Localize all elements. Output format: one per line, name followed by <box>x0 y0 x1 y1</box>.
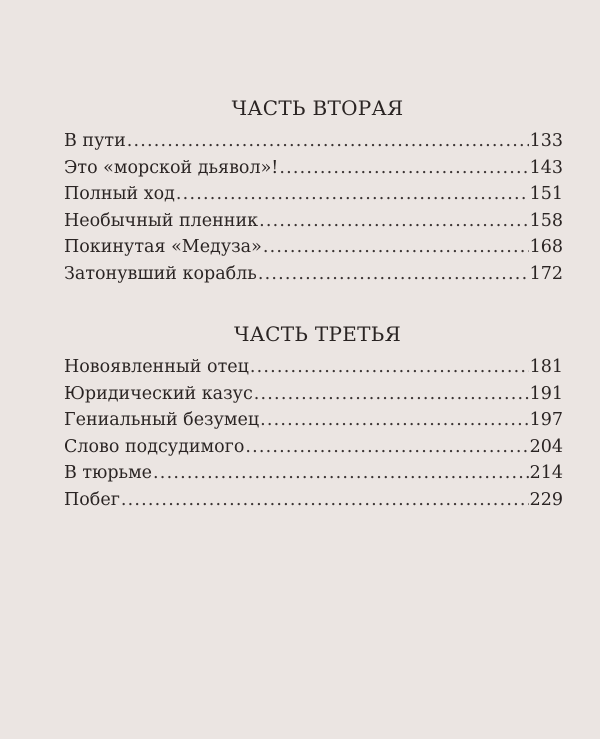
toc-entry <box>64 181 563 208</box>
page-number: 172 <box>529 263 563 284</box>
toc-entry <box>64 208 563 235</box>
dot-leader <box>121 487 529 513</box>
page-number: 204 <box>529 436 563 457</box>
entry-title: Новоявленный отец <box>64 357 249 377</box>
entry-title: Гениальный безумец <box>64 410 260 430</box>
entry-title: В пути <box>64 131 126 151</box>
dot-leader <box>245 434 528 460</box>
dot-leader <box>127 128 529 154</box>
dot-leader <box>176 181 529 207</box>
entry-title: Побег <box>64 489 120 510</box>
entry-title: Это «морской дьявол»! <box>64 157 279 178</box>
page-number: 191 <box>529 383 563 404</box>
dot-leader <box>263 234 529 260</box>
dot-leader <box>153 460 529 486</box>
entry-title: Полный ход <box>64 184 175 204</box>
dot-leader <box>259 208 529 234</box>
toc-entry <box>64 155 563 182</box>
section-title: ЧАСТЬ ТРЕТЬЯ <box>233 322 402 346</box>
page-number: 143 <box>529 157 563 178</box>
dot-leader <box>254 381 529 407</box>
page-number: 151 <box>529 184 563 204</box>
toc-entry <box>64 407 563 434</box>
page-number: 168 <box>529 237 563 257</box>
entry-title: Слово подсудимого <box>64 436 245 457</box>
toc-entry <box>64 381 563 408</box>
dot-leader <box>258 261 529 287</box>
dot-leader <box>260 407 528 433</box>
toc-entry <box>64 354 563 381</box>
entry-title: Необычный пленник <box>64 210 259 231</box>
toc-entry <box>64 487 563 514</box>
entry-title: В тюрьме <box>64 463 153 483</box>
section-title: ЧАСТЬ ВТОРАЯ <box>231 96 404 120</box>
page-number: 133 <box>529 131 563 151</box>
toc-entry <box>64 261 563 288</box>
page-number: 214 <box>529 463 563 483</box>
page-number: 158 <box>529 210 563 231</box>
entry-title: Покинутая «Медуза» <box>64 237 262 257</box>
page-number: 197 <box>529 410 563 430</box>
toc-entry <box>64 128 563 155</box>
entry-title: Юридический казус <box>64 383 253 404</box>
toc-section-part-two <box>64 96 563 287</box>
page-number: 181 <box>529 357 563 377</box>
toc-entry <box>64 434 563 461</box>
entry-title: Затонувший корабль <box>64 263 257 284</box>
page-number: 229 <box>529 489 563 510</box>
toc-section-part-three <box>64 322 563 513</box>
toc-entry <box>64 234 563 261</box>
toc-entry <box>64 460 563 487</box>
dot-leader <box>250 354 529 380</box>
dot-leader <box>279 155 528 181</box>
